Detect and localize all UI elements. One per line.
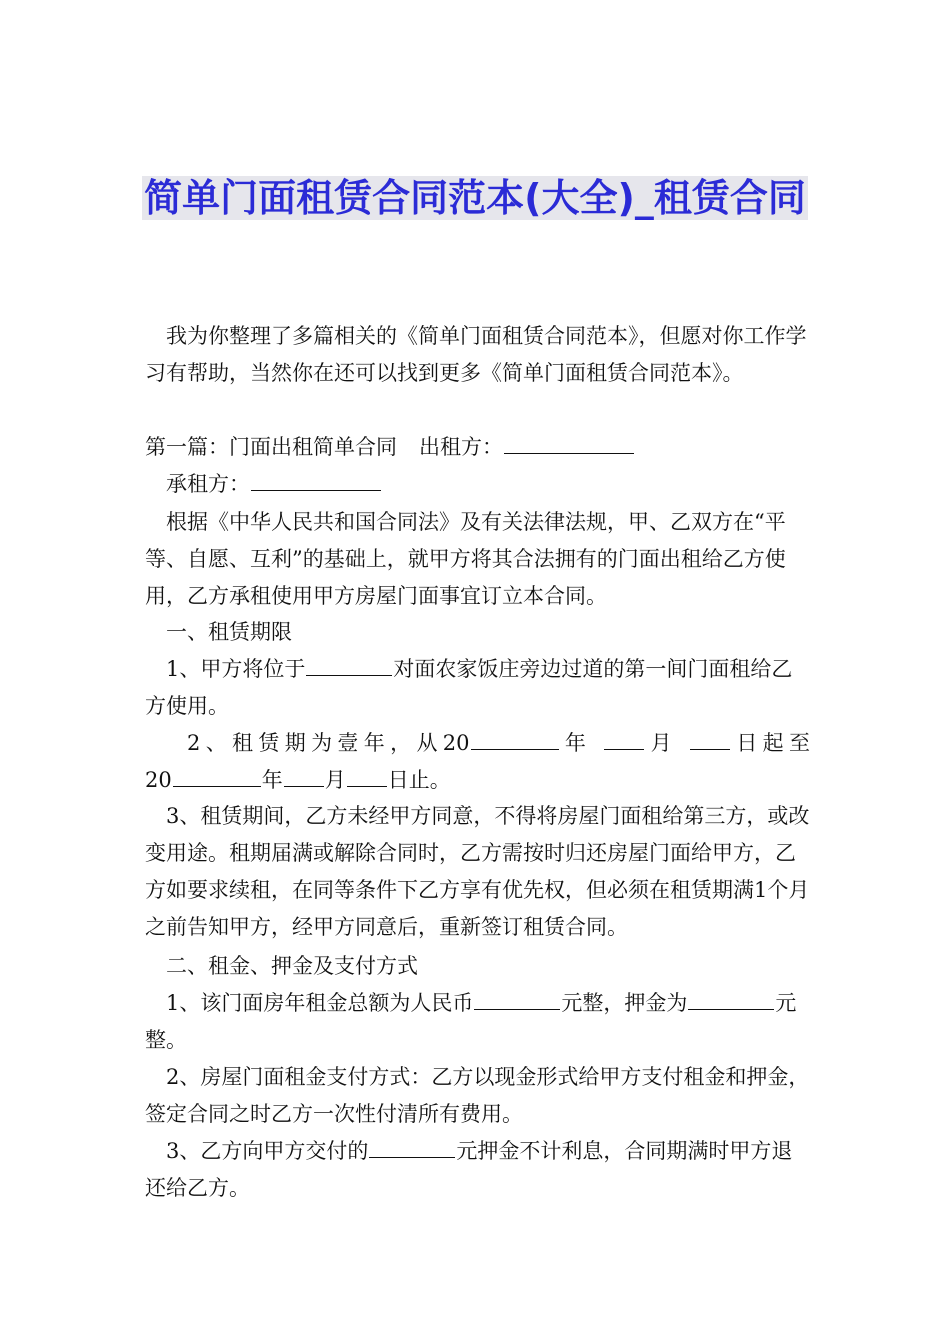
document-title [140, 172, 810, 224]
lessee-blank [251, 469, 381, 491]
s2-item3-post: 元押金不计利息，合同期满时甲方退还给乙方。 [145, 1139, 793, 1200]
year-label-1: 年 [559, 731, 592, 755]
s1-item3: 3、租赁期间，乙方未经甲方同意，不得将房屋门面租给第三方，或改变用途。租期届满或解除合同时，乙方需按时归还房屋门面给甲方，乙方如要求续租，在同等条件下乙方享有优先权，但必须在租赁期满1个月之前告知甲方，经甲方同意后，重新签订租赁合同。 [145, 804, 810, 939]
s1-item1-pre: 1、甲方将位于 [166, 657, 306, 681]
lessor-blank [504, 432, 634, 454]
lessee-label: 承租方： [166, 472, 250, 496]
deposit-amount-blank [369, 1136, 455, 1158]
s1-item2-start: 2、租赁期为壹年，从20 [187, 731, 470, 755]
lessor-label: 出租方： [419, 435, 503, 459]
part1-heading-line [145, 429, 810, 466]
s2-item1-post: 元整。 [145, 991, 797, 1052]
s2-item2: 2、房屋门面租金支付方式：乙方以现金形式给甲方支付租金和押金，签定合同之时乙方一次性付清所有费用。 [145, 1065, 810, 1126]
month-blank-1 [604, 728, 644, 750]
year-blank-1 [471, 728, 559, 750]
s1-item2-line2 [145, 762, 810, 799]
s1-item2 [145, 725, 810, 799]
day-blank-2 [347, 765, 387, 787]
s1-item2-line2-pre: 20 [145, 768, 172, 792]
part1-heading: 第一篇：门面出租简单合同 [145, 435, 397, 459]
rent-blank [474, 988, 560, 1010]
month-label-1: 月 [645, 731, 677, 755]
preamble-paragraph: 根据《中华人民共和国合同法》及有关法律法规，甲、乙双方在“平等、自愿、互利”的基础上，就甲方将其合法拥有的门面出租给乙方使用，乙方承租使用甲方房屋门面事宜订立本合同。 [145, 510, 786, 608]
title-text: 简单门面租赁合同范本(大全)_租赁合同 [144, 176, 806, 220]
s2-item3 [145, 1133, 810, 1207]
s2-item3-pre: 3、乙方向甲方交付的 [166, 1139, 369, 1163]
s2-item1-pre: 1、该门面房年租金总额为人民币 [166, 991, 474, 1015]
day-label-1: 日起至 [730, 731, 810, 755]
month-label-2: 月 [324, 768, 346, 792]
day-label-2: 日止。 [387, 768, 451, 792]
section1-heading: 一、租赁期限 [166, 620, 292, 644]
year-blank-2 [173, 765, 261, 787]
s1-item1 [145, 651, 810, 725]
s1-item2-line1 [145, 725, 810, 762]
s1-item1-post: 对面农家饭庄旁边过道的第一间门面租给乙方使用。 [145, 657, 793, 718]
month-blank-2 [284, 765, 324, 787]
day-blank-1 [690, 728, 730, 750]
intro-paragraph: 我为你整理了多篇相关的《简单门面租赁合同范本》，但愿对你工作学习有帮助，当然你在还可以找到更多《简单门面租赁合同范本》。 [145, 324, 807, 385]
year-label-2: 年 [261, 768, 283, 792]
s2-item1-mid: 元整，押金为 [561, 991, 688, 1015]
section2-heading: 二、租金、押金及支付方式 [166, 954, 418, 978]
lessee-line [145, 466, 810, 503]
s1-item1-blank [306, 654, 392, 676]
deposit-blank [688, 988, 774, 1010]
s2-item1 [145, 985, 810, 1059]
